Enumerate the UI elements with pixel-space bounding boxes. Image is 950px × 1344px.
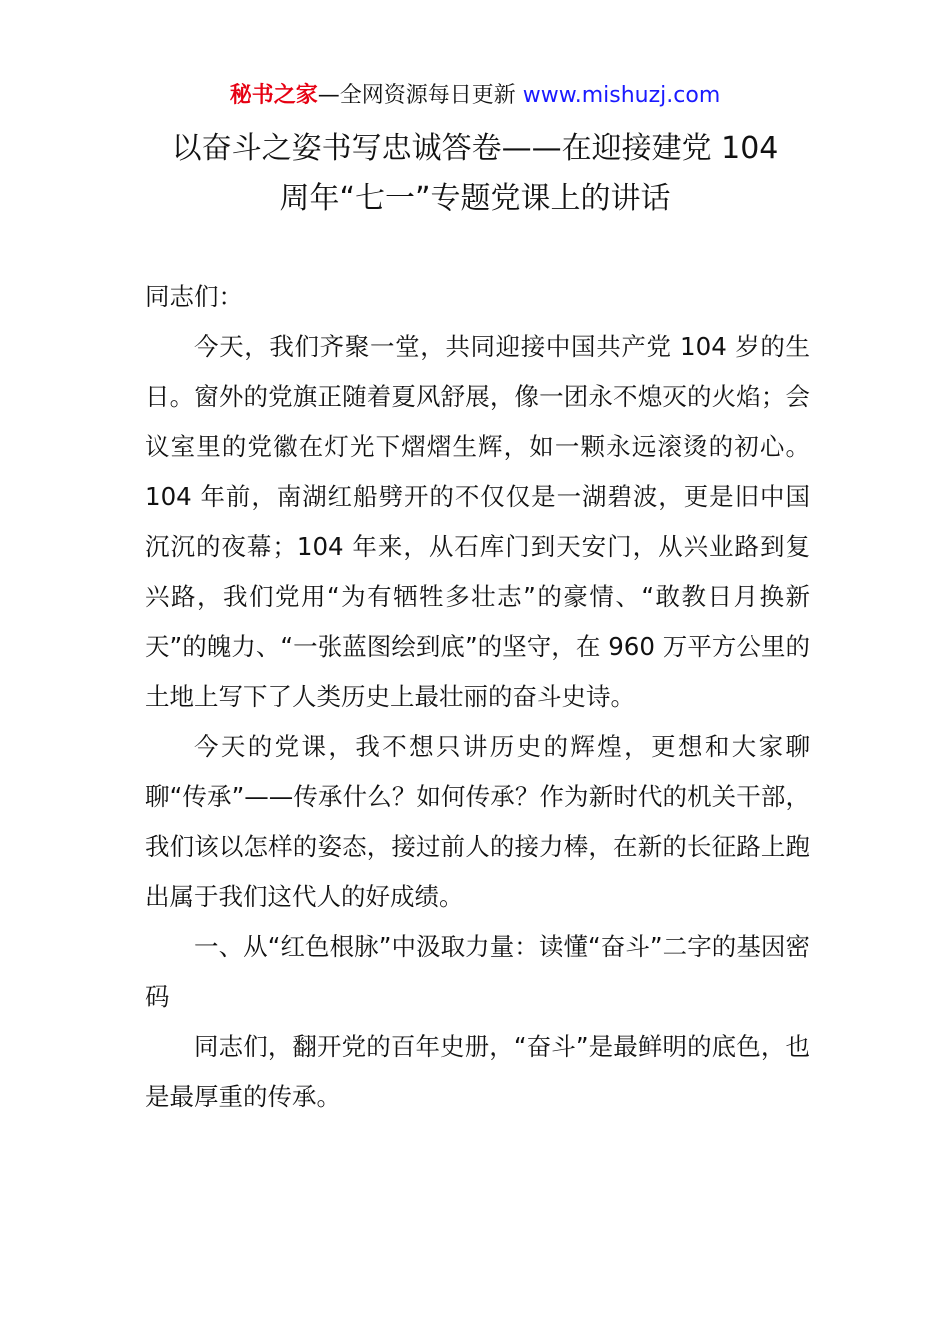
salutation: 同志们： [145, 282, 243, 311]
site-tagline: —全网资源每日更新 [317, 83, 516, 108]
title-line-2: 周年“七一”专题党课上的讲话 [279, 181, 671, 216]
body-paragraph: 同志们，翻开党的百年史册，“奋斗”是最鲜明的底色，也是最厚重的传承。 [145, 1032, 810, 1111]
site-url-link[interactable]: www.mishuzj.com [522, 83, 721, 108]
site-name: 秘书之家 [229, 83, 318, 108]
body-paragraph: 今天的党课，我不想只讲历史的辉煌，更想和大家聊聊“传承”——传承什么？如何传承？作为新时代的机关干部，我们该以怎样的姿态，接过前人的接力棒，在新的长征路上跑出属于我们这代人的好成绩。 [145, 732, 810, 911]
document-body [145, 272, 810, 1122]
title-line-1: 以奋斗之姿书写忠诚答卷——在迎接建党 104 [171, 131, 779, 166]
section-heading: 一、从“红色根脉”中汲取力量：读懂“奋斗”二字的基因密码 [145, 932, 810, 1011]
body-paragraph: 今天，我们齐聚一堂，共同迎接中国共产党 104 岁的生日。窗外的党旗正随着夏风舒展，像一团永不熄灭的火焰；会议室里的党徽在灯光下熠熠生辉，如一颗永远滚烫的初心。104 年前，南湖红船劈开的不仅仅是一湖碧波，更是旧中国沉沉的夜幕；104 年来，从石库门到天安门，从兴业路到复兴路，我们党用“为有牺牲多壮志”的豪情、“敢教日月换新天”的魄力、“一张蓝图绘到底”的坚守，在 960 万平方公里的土地上写下了人类历史上最壮丽的奋斗史诗。 [145, 332, 810, 711]
site-header [0, 80, 950, 112]
document-title [140, 124, 810, 224]
